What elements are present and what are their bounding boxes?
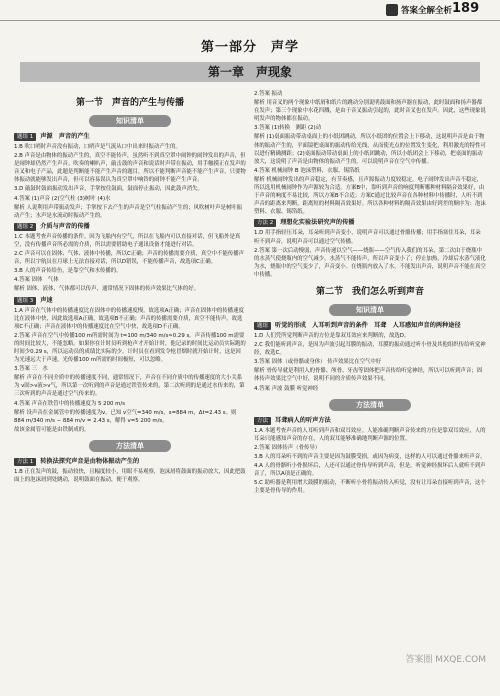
method-tag: 方法 — [254, 417, 271, 425]
answer-line: 3.B 人的声音传给鱼，是靠空气和水传播的。 — [14, 268, 122, 275]
method-3-header — [254, 417, 486, 425]
answer-line: 3.答案 三 水 — [14, 366, 48, 373]
answer-line: 2.C 声音可以在固体、气体、液体中传播，所以C正确；声音的传播需要介质，真空中不能传播声音，所以宇航员在月球上无法直接对话，所以D错误，不能传播声音，故选项C正确。 — [14, 251, 245, 266]
method-1-header — [14, 458, 246, 466]
method-pill-wrap — [14, 440, 246, 452]
answer-line: 4.答案 声音在铁管中的传播速度为 5 200 m/s — [14, 400, 126, 407]
section-title: 第二节 我们怎么听到声音 — [315, 286, 424, 297]
method-list-pill: 方法清单 — [329, 399, 411, 411]
answer-line: 4.答案 声波 鼓膜 听觉神经 — [254, 385, 319, 392]
answer-line: 故该金属管可能是由铁制成的。 — [14, 426, 90, 433]
answer-line: 解析 机械闹钟发出的声音稳定，有节奏感，且声源振动力度较稳定。电子闹钟发出声音不稳定，所以选用机械闹钟作为声源较为合适。方案B中，靠听到声音的响度判断哪种材料隔音效果好，由于声音的响度不易比较，所以方案B不合适；方案C通过比较声音在各种材料中传播时，人听不到声音的距离来判断，距离短的材料隔音效果好。所以各种材料的隔音效果由好到差的顺序为：泡沫塑料、衣服、锡箔纸。 — [254, 176, 486, 216]
answer-line: 3.D 敲鼓时鼓面振动发出声音，手掌按住鼓面，鼓面停止振动，因此鼓声消失。 — [14, 186, 203, 193]
answer-line: 1.A 声音在气体中的传播速度比在固体中的传播速度慢，故选项A正确；声音在固体中的传播速度比在液体中快，因此故选项A正确，故选项B不正确；声音的传播需要介质，真空不能传声，故选项C不正确；声音在液体中的传播速度比在空气中快，故选项D不正确。 — [14, 307, 244, 330]
answer-line: 解析 固体、液体、气体都可以传声，通常情况下固体的传声效果比气体的好。 — [14, 286, 199, 293]
topic-group-3-body — [14, 307, 246, 434]
answer-line: 2.答案 第一次后动慢弱，声音传递以空气——烧瓶——空气传入我们的耳朵，第二次由于烧瓶中的水蒸气使烧瓶内的空气减少，水蒸气不能传声，所以声音变小了；停止加热，冷却后水蒸气液化为水，烧瓶中的空气变少了，声音变小。在烧瓶内放入了水，不能发出声音，说明声音不能在真空中传播。 — [254, 247, 486, 278]
knowledge-list-pill: 知识清单 — [89, 115, 171, 127]
answer-line: 5.C 助听器是利用增大鼓膜的振动，不断听小骨将振动传入听觉，没有让耳朵直接听到声音，这个主要是骨传导的作用。 — [254, 480, 486, 495]
answer-line: 4.答案 固体 气体 — [14, 277, 59, 284]
answer-line: 2.答案 振动 — [254, 91, 283, 97]
answer-line: 1.B 吹口哨时声音没有振动，口哨声是气流从口中出来时振动产生的。 — [14, 144, 181, 150]
topic-title: 声速 — [40, 296, 53, 304]
topic-tag: 题组 — [254, 322, 271, 330]
page-header — [0, 0, 500, 21]
book-logo-icon — [386, 4, 398, 16]
answer-line: 3.答案 固体（或骨骼或身体） 传声效果比在空气中好 — [254, 359, 382, 366]
method-2-header — [254, 219, 486, 227]
method-tag: 方法 1 — [14, 458, 36, 466]
answer-line: 解析 骨传导就是利用人的骨骼、颅骨、牙齿等固体把声音传给听觉神经，所以可以听到声音；固体传声效果比空气中好，说明不同的介质传声效果不同。 — [254, 368, 483, 383]
page-number: 189 — [452, 1, 480, 16]
answer-line: 2.答案 固体传声（骨传导） — [254, 444, 321, 451]
chapter-band — [20, 62, 480, 82]
answer-line: 3.B 人的耳朵听不到的声音主要是因为鼓膜受损，或因为病变，这样的人可以通过骨骼来听声音。 — [254, 453, 486, 460]
chapter-title: 第一章 声现象 — [207, 65, 292, 79]
watermark-logo: 答案圈 MXQE.COM — [405, 655, 486, 665]
continued-answers — [254, 90, 486, 216]
topic-group-1-body — [14, 143, 246, 220]
answer-line: 2.C 我们能听到声音，是因为声波引起耳膜的振动，耳膜的振动通过听小骨及其他组织传给听觉神经，故选C。 — [254, 342, 486, 357]
part-title: 第一部分 声学 — [200, 40, 299, 55]
topic-group-1-header — [14, 133, 246, 141]
topic-group-3-header — [14, 297, 246, 305]
topic-group-2-header — [14, 223, 246, 231]
answer-line: 3.答案 (1)转换 测距 (2)动 — [254, 125, 321, 132]
topic-tag: 题组 2 — [14, 223, 36, 231]
method-tag: 方法 2 — [254, 219, 276, 227]
answer-line: 2.答案 声音在空气中传播100 m所需时间为 t=100 m/340 m/s≈0.29 s。声音传播100 m需要的时间比较大，不能忽略。如果你在计时员听到枪声才开始计时，他记录的时间比运动员实际跑的时间少0.29 s，所以运动员的成绩比实际的少。计时员在看到发令枪冒烟时就开始计时，这是因为光速远大于声速，光传播100 m所需的时间极短，可以忽略。 — [14, 332, 246, 364]
topic-tag: 题组 3 — [14, 297, 36, 305]
method-title: 耳聋病人的听声方法 — [275, 416, 331, 424]
answer-line: 4.答案 机械闹钟 B 泡沫塑料，衣服、锡箔纸 — [254, 167, 360, 174]
section-title: 第一节 声音的产生与传播 — [75, 98, 184, 108]
topic-group-2-body — [14, 233, 246, 294]
left-column — [14, 90, 246, 485]
answer-line: 解析 人说利用声带振动发声；手掌按下去产生的声音是空气柱振动产生的；风吹树叶声是树叶振动产生；水声是水流动时振动产生的。 — [14, 204, 243, 219]
topic-tag: 题组 1 — [14, 133, 36, 141]
answer-line: 1.C 本题考查声音传播的条件。因为飞船内有空气，所以在飞船内可以直接对话，但飞船外是真空，没有传播声音所必需的介质，所以需要借助电子通讯设备才能进行对话。 — [14, 233, 241, 248]
answer-line: 解析 用音叉的两个现象中纸屑和纸片的跳动分别说明鼓面和扬声器在振动，此时鼓面和扬声器都在发声；第三个现象中水花四溅，是由于音叉振动引起的，此时音叉也在发声。因此，这些现象说明发声的物体都在振动。 — [254, 100, 486, 123]
method-title: 转换法探究声音是由物体振动产生的 — [40, 457, 140, 465]
answer-line: 1.D 用手指轻压耳朵，耳朵听到声音变小，说明声音可以通过骨骼传播；用手指塞住耳朵，耳朵听不到声音，说明声音可以通过空气传播。 — [254, 230, 481, 245]
answer-line: 4.A 人的骨骼听小骨损坏后，人还可以通过骨传导听到声音，但是，听觉神经损坏后人就听不到声音了，所以A项是正确的。 — [254, 463, 486, 478]
answer-line: 2.B 声音是由物体的振动产生的，真空不能传声，虽然听不到真空罩中闹钟的闹钟发出的声音，但是闹钟却仍然产生声音。吹奏的喇叭声，敲击鼓的声音和说话时声带在振动，用手触摸正在发声的音叉和电子产品，此题是判断能不能产生声音的题目，所以不能判断声音能不能产生声音，只要物体振动就能够发出声音，但可以容易误认为真空罩中响铃的闹钟不能产生声音。 — [14, 153, 246, 184]
answer-line: 1.B 正在发声的鼓，振动较快，且幅度较小，用眼不易观察，泡沫屑将鼓面的振动放大，因此把鼓面上的泡沫屑到处跳动，说明鼓面在振动，便于观察。 — [14, 468, 246, 483]
method-title: 理想化实验法研究声的传播 — [280, 219, 355, 227]
answer-line: 1.A 本题考查声音的人耳听到声音和双耳效应。人能准确判断声音传来的方位是靠双耳效应，人的耳朵只能感知声音的存在，人的双耳能够准确地判断声源的位置。 — [254, 427, 486, 442]
method-3-body — [254, 427, 486, 496]
topic-group-4-body — [254, 332, 486, 393]
header-label: 答案全解全析 — [401, 6, 453, 16]
answer-line: 1.D 人们凭所觉判断声音的方位是靠双耳效应来判断的，故选D。 — [254, 332, 410, 339]
answer-line: 解析 设声音在金属管中的传播速度为v，已知 v空气=340 m/s，s=884 m，Δt=2.43 s。则 884 m/340 m/s − 884 m/v = 2.43 s，解得 v=5 200 m/s。 — [14, 409, 237, 424]
right-column — [254, 90, 486, 496]
topic-title: 听觉的形成 人耳听到声音的条件 耳聋 人耳感知声音的两种途径 — [275, 321, 461, 329]
method-list-pill: 方法清单 — [89, 440, 171, 452]
method-2-body — [254, 229, 486, 279]
method-pill-wrap — [254, 399, 486, 411]
topic-title: 介质与声音的传播 — [40, 222, 90, 230]
topic-title: 声源 声音的产生 — [40, 133, 90, 140]
answer-line: 4.答案 (1)声音 (2)空气柱 (3)树叶 (4)水 — [14, 195, 111, 202]
answer-line: 解析 (1)桌面振动带动桌面上的小纸团跳动，所以小纸团的位置会上下移动，这说明声音是由于物体的振动产生的，平面镜把桌面的振动传给光线，从而使光点的位置发生变化，利用激光的特性可以进行精确测距；(2)桌面振动带动桌面上的小纸团跳动，所以小纸团会上下移动，把桌面的振动放大，这说明了声音是由物体的振动产生的。可以说明声音在空气中传播。 — [254, 134, 486, 165]
knowledge-list-pill: 知识清单 — [329, 304, 411, 316]
answer-line: 解析 声音在不同介质中的传播速度不同，通常情况下，声音在不同介质中的传播速度的大小关系为 v固>v液>v气，所以第一次听到的声音是通过铁管传来的，第二次听到的是通过水传来的，第三次听到的声音是通过空气传来的。 — [14, 375, 245, 398]
method-1-body — [14, 468, 246, 484]
topic-group-4-header — [254, 322, 486, 330]
